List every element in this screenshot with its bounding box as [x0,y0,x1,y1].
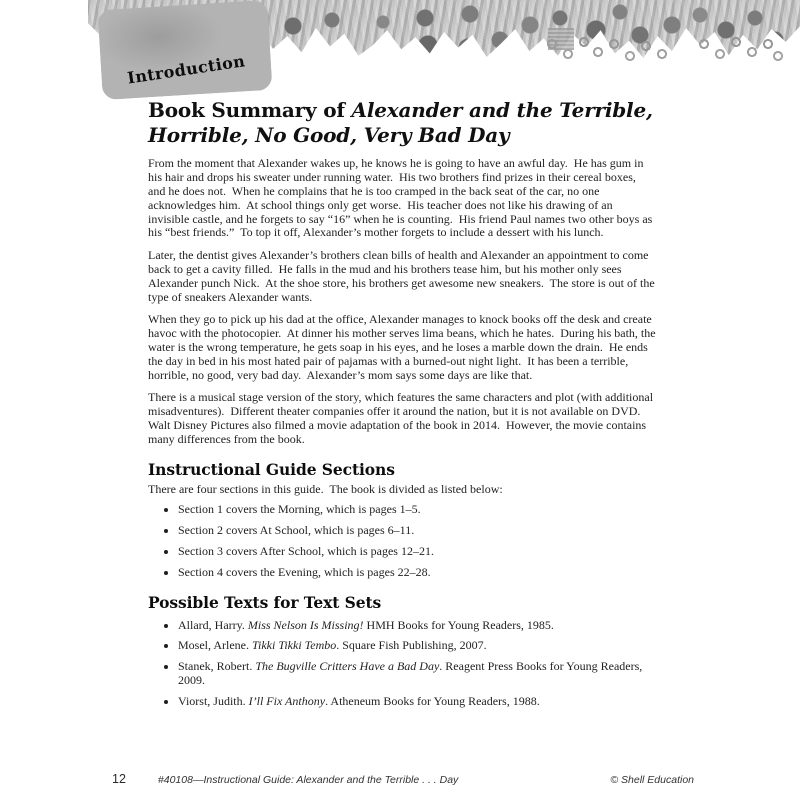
citation-title: Miss Nelson Is Missing! [247,617,364,632]
guide-sections-list [148,503,656,579]
footer-book-info: #40108—Instructional Guide: Alexander and the Terrible . . . Day [157,774,459,786]
guide-sections-intro: There are four sections in this guide. The book is divided as listed below: [148,481,503,496]
citation-author: Viorst, Judith. [178,693,249,708]
citation-title: Tikki Tikki Tembo [252,638,337,653]
citation-author: Allard, Harry. [178,617,248,632]
tab-label: Introduction [126,51,247,88]
page-title [148,98,656,148]
citation-author: Mosel, Arlene. [178,638,252,653]
citation-publisher: HMH Books for Young Readers, 1985. [363,617,554,632]
title-prefix: Book Summary of [148,98,352,122]
list-item [178,639,656,653]
section-heading-text-sets: Possible Texts for Text Sets [148,592,382,612]
list-item: • Section 4 covers the Evening, which is pages 22–28. [178,566,656,580]
list-item: • Section 1 covers the Morning, which is pages 1–5. [178,503,656,517]
summary-paragraph-3: When they go to pick up his dad at the office, Alexander manages to knock books off the desk and create havoc with the photocopier. At dinner his mother serves lima beans, which he hates. During his bath, the water is the wrong temperature, he gets soap in his eyes, and he loses a marble down the drain. He ends the day in bed in his most hated pair of pajamas with a burned-out night light. It has been a terrible, horrible, no good, very bad day. Alexander’s mom says some days are like that. [148,312,659,382]
list-item: • Section 2 covers At School, which is pages 6–11. [178,524,656,538]
introduction-tab [97,0,272,100]
citation-publisher: . Reagent Press Books for Young Readers, 2009. [178,659,646,687]
decorative-texture-block [548,28,574,50]
title-book-name: Alexander and the Terrible, Horrible, No Good, Very Bad Day [148,98,653,148]
text-sets-list [148,619,656,709]
citation-publisher: . Atheneum Books for Young Readers, 1988. [325,693,540,708]
summary-paragraph-1: From the moment that Alexander wakes up, he knows he is going to have an awful day. He has gum in his hair and drops his sweater under running water. His two brothers find prizes in their cereal boxes, and he does not. When he complains that he is too cramped in the back seat of the car, no one acknowledges him. At school things only get worse. His teacher does not like his drawing of an invisible castle, and he forgets to say “16” when he is counting. His friend Paul names two other boys as his “best friends.” To top it off, Alexander’s mother forgets to include a dessert with his lunch. [148,156,656,240]
footer-left [112,772,458,786]
citation-title: I’ll Fix Anthony [248,693,326,708]
list-item [178,695,656,709]
list-item [178,619,656,633]
page-footer [112,772,694,786]
page-content [148,98,659,718]
list-item: • Section 3 covers After School, which is pages 12–21. [178,545,656,559]
citation-publisher: . Square Fish Publishing, 2007. [336,638,487,653]
footer-publisher: © Shell Education [610,774,694,786]
list-item [178,660,656,688]
citation-author: Stanek, Robert. [178,659,256,674]
summary-paragraph-4: There is a musical stage version of the story, which features the same characters and plot (with additional misadventures). Different theater companies offer it around the nation, but it is not available on DVD. Walt Disney Pictures also filmed a movie adaptation of the book in 2014. However, the movie contains many differences from the book. [148,390,657,446]
section-heading-guide-sections: Instructional Guide Sections [148,459,395,479]
page-number: 12 [112,772,126,786]
citation-title: The Bugville Critters Have a Bad Day [255,659,440,674]
summary-paragraph-2: Later, the dentist gives Alexander’s brothers clean bills of health and Alexander an appointment to come back to get a cavity filled. He falls in the mud and his brothers tease him, but his mother only sees Alexander punch Nick. At the shoe store, his brothers get awesome new sneakers. The store is out of the type of sneakers Alexander wants. [148,248,658,304]
